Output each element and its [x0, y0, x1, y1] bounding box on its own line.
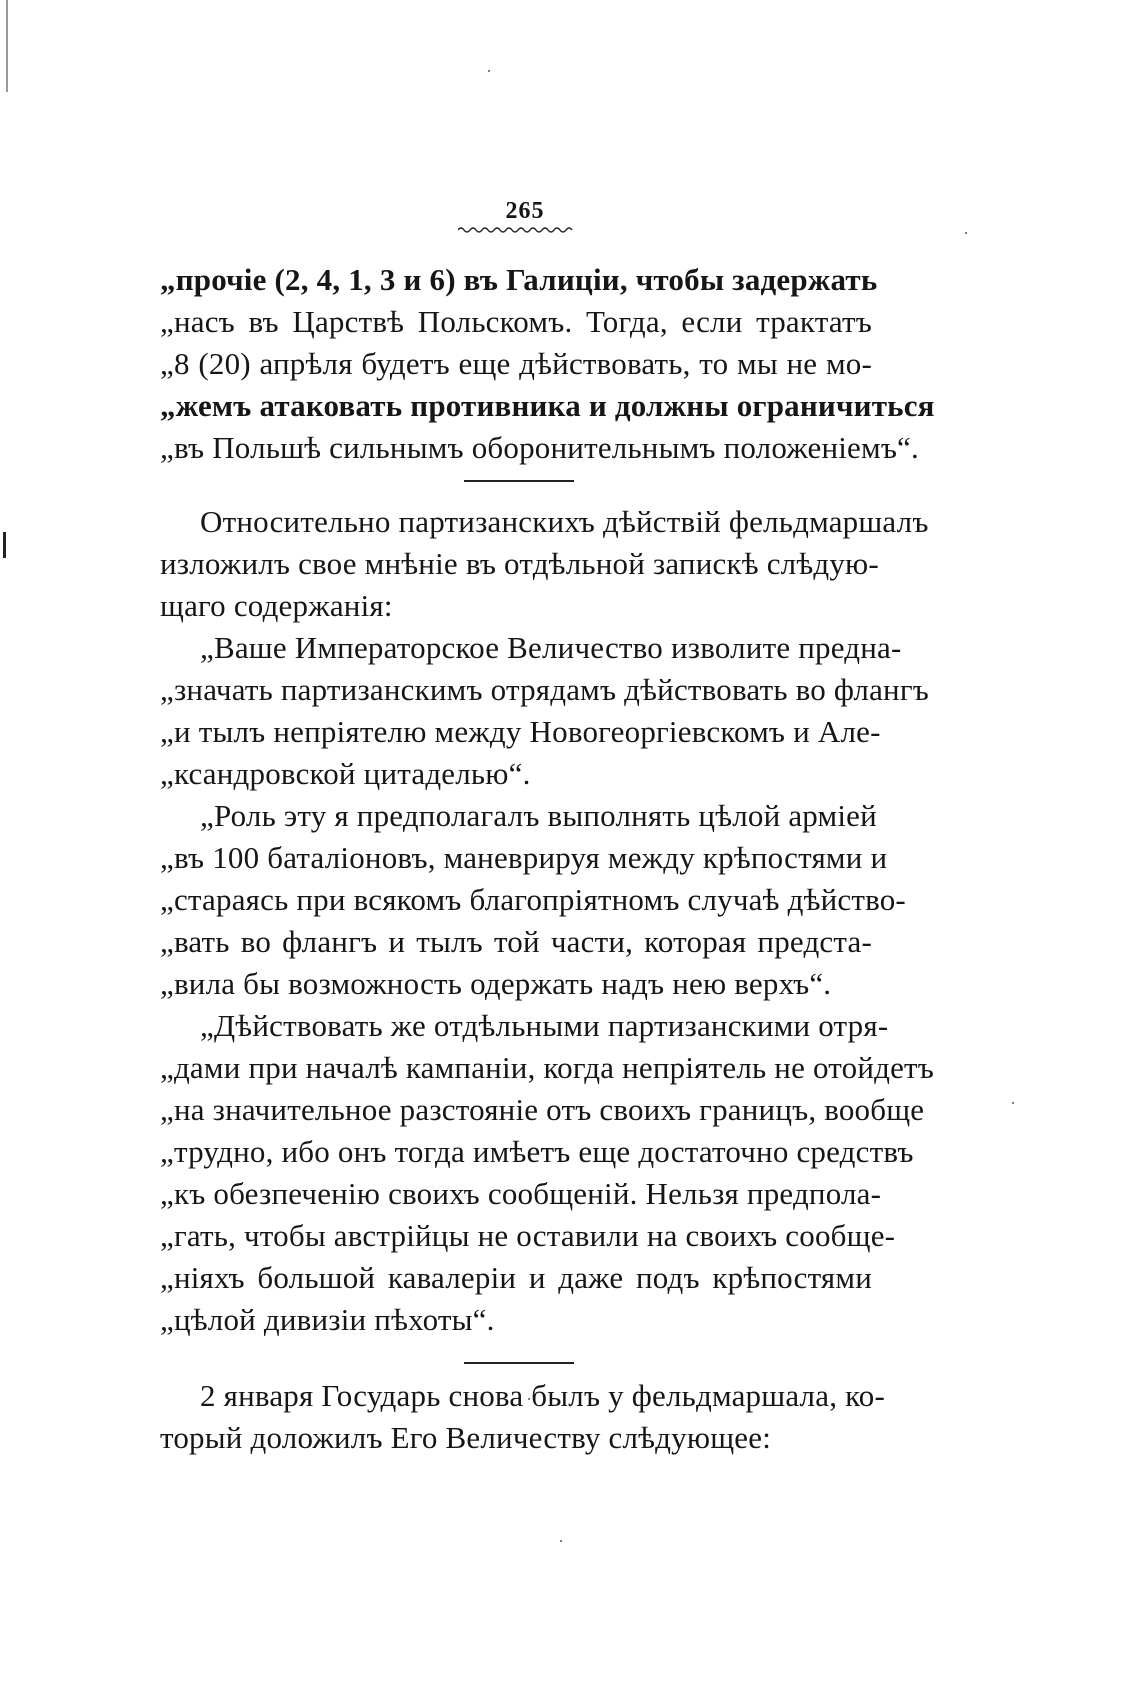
text-line: „трудно, ибо онъ тогда имѣетъ еще достаточно средствъ	[160, 1134, 914, 1169]
text-line: торый доложилъ Его Величеству слѣдующее:	[160, 1420, 772, 1455]
text-line: „ніяхъ большой кавалеріи и даже подъ крѣпостями	[160, 1260, 872, 1295]
scan-speck	[965, 232, 967, 234]
text-line: „стараясь при всякомъ благопріятномъ случаѣ дѣйство-	[160, 882, 906, 917]
page-number: 265	[505, 198, 545, 224]
scan-speck	[488, 70, 490, 72]
text-line: „къ обезпеченію своихъ сообщеній. Нельзя предпола-	[160, 1176, 882, 1211]
text-line: 2 января Государь снова былъ у фельдмаршала, ко-	[200, 1378, 886, 1413]
page-number-ornament	[458, 226, 576, 234]
text-line: „въ 100 баталіоновъ, маневрируя между крѣпостями и	[160, 840, 888, 875]
text-line: „гать, чтобы австрійцы не оставили на своихъ сообще-	[160, 1218, 896, 1253]
text-line: „Дѣйствовать же отдѣльными партизанскими отря-	[200, 1008, 889, 1043]
text-line: „дами при началѣ кампаніи, когда непріятель не отойдетъ	[160, 1050, 935, 1085]
text-line: „прочіе (2, 4, 1, 3 и 6) въ Галиціи, чтобы задержать	[160, 262, 878, 297]
section-divider	[464, 1362, 574, 1364]
scan-speck	[1012, 1102, 1014, 1104]
text-line: изложилъ свое мнѣніе въ отдѣльной запискѣ слѣдую-	[160, 546, 879, 581]
text-line: „значать партизанскимъ отрядамъ дѣйствовать во флангъ	[160, 672, 929, 707]
text-line: „8 (20) апрѣля будетъ еще дѣйствовать, то мы не мо-	[160, 346, 872, 381]
text-line: „жемъ атаковать противника и должны ограничиться	[160, 388, 935, 423]
section-divider	[464, 480, 574, 482]
text-line: „вать во флангъ и тылъ той части, которая предста-	[160, 924, 872, 959]
text-line: „Роль эту я предполагалъ выполнять цѣлой арміей	[200, 798, 877, 833]
scan-edge	[6, 0, 8, 92]
scan-speck	[560, 1540, 562, 1542]
text-line: „насъ въ Царствѣ Польскомъ. Тогда, если трактатъ	[160, 304, 872, 339]
text-line: „въ Польшѣ сильнымъ оборонительнымъ положеніемъ“.	[160, 430, 919, 465]
text-line: „ксандровской цитаделью“.	[160, 756, 531, 791]
text-line: „цѣлой дивизіи пѣхоты“.	[160, 1302, 495, 1337]
text-line: „и тылъ непріятелю между Новогеоргіевскомъ и Але-	[160, 714, 881, 749]
text-line: „на значительное разстояніе отъ своихъ границъ, вообще	[160, 1092, 925, 1127]
scan-mark	[3, 532, 6, 558]
text-line: Относительно партизанскихъ дѣйствій фельдмаршалъ	[200, 504, 929, 539]
text-line: „Ваше Императорское Величество изволите предна-	[200, 630, 902, 665]
text-line: щаго содержанія:	[160, 588, 393, 623]
text-line: „вила бы возможность одержать надъ нею верхъ“.	[160, 966, 832, 1001]
